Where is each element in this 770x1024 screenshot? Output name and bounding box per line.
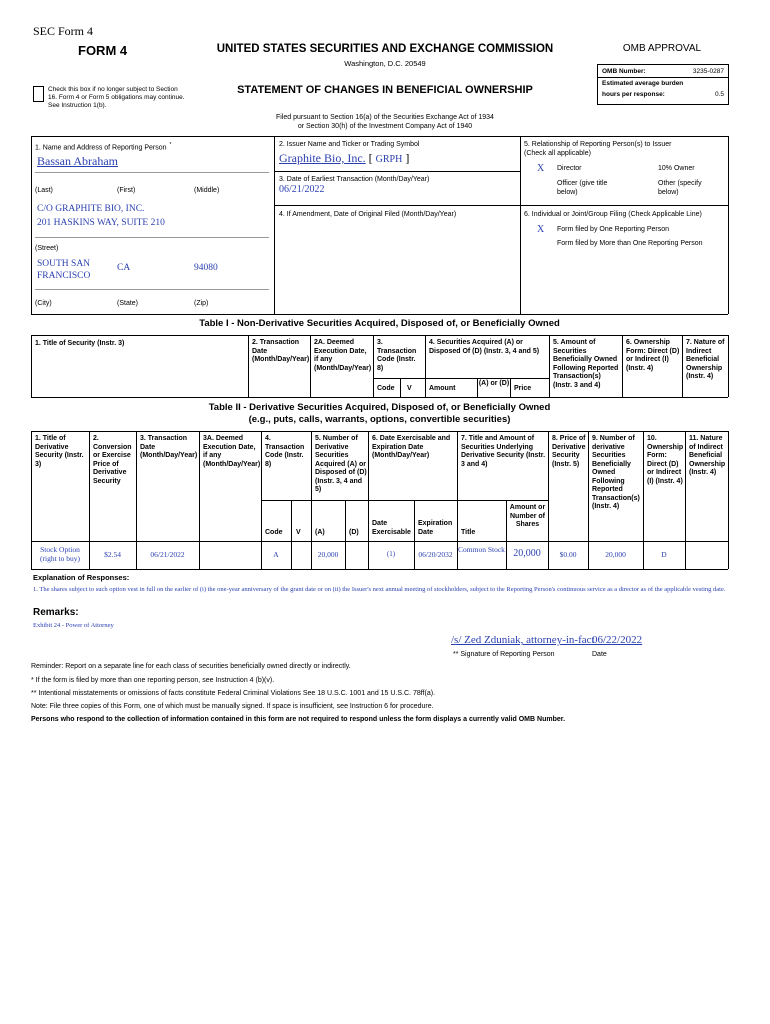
director-label: Director xyxy=(557,165,582,172)
t2-col-price: 2. Conversion or Exercise Price of Derivative Security xyxy=(93,435,132,485)
row-exercisable: (1) xyxy=(386,550,396,558)
t2-v: V xyxy=(296,529,301,536)
ten-percent-owner-label: 10% Owner xyxy=(658,165,695,172)
t1-code: Code xyxy=(377,385,395,392)
no-longer-subject-checkbox[interactable] xyxy=(33,86,44,102)
t1-price: Price xyxy=(514,385,532,392)
box2-label: 2. Issuer Name and Ticker or Trading Symbol xyxy=(279,141,420,148)
one-person-check[interactable]: X xyxy=(537,224,545,235)
t2-a: (A) xyxy=(315,529,325,536)
t1-col-code: 3. Transaction Code (Instr. 8) xyxy=(377,339,417,372)
t1-col-form: 6. Ownership Form: Direct (D) or Indirect (I) (Instr. 4) xyxy=(626,339,680,372)
issuer-line: Graphite Bio, Inc. [ GRPH ] xyxy=(279,151,410,165)
row-title: Common Stock xyxy=(458,545,505,554)
table1-title: Table I - Non-Derivative Securities Acquired, Disposed of, or Beneficially Owned xyxy=(199,318,560,329)
city-value: SOUTH SAN FRANCISCO xyxy=(37,259,91,281)
signature-label: ** Signature of Reporting Person xyxy=(453,651,555,658)
t1-col-date: 2. Transaction Date (Month/Day/Year) xyxy=(252,339,310,363)
t2-col-owned: 9. Number of derivative Securities Beneficially Owned Following Reported Transaction(s) (Instr. 4) xyxy=(592,435,640,510)
street-label: (Street) xyxy=(35,245,59,252)
t2-col-deriv-price: 8. Price of Derivative Security (Instr. 5) xyxy=(552,435,586,468)
t2-col-underlying: 7. Title and Amount of Securities Underlying Derivative Security (Instr. 3 and 4) xyxy=(461,435,546,468)
row-code: A xyxy=(273,550,279,559)
row-shares: 20,000 xyxy=(513,548,541,559)
row-expiration: 06/20/2032 xyxy=(418,550,453,559)
row-a: 20,000 xyxy=(317,550,339,559)
t2-col-number: 5. Number of Derivative Securities Acquired (A) or Disposed of (D) (Instr. 3, 4 and 5) xyxy=(315,435,367,493)
director-check[interactable]: X xyxy=(537,163,545,174)
box3-label: 3. Date of Earliest Transaction (Month/Day/Year) xyxy=(279,176,430,183)
t1-col-owned: 5. Amount of Securities Beneficially Owned Following Reported Transaction(s) (Instr. 3 and 4) xyxy=(553,339,619,389)
zip-label: (Zip) xyxy=(194,300,209,307)
explanation-label: Explanation of Responses: xyxy=(33,573,130,582)
t1-col-deemed: 2A. Deemed Execution Date, if any (Month/Day/Year) xyxy=(314,339,372,372)
remarks-text: Exhibit 24 - Power of Attorney xyxy=(33,622,114,629)
officer-label: Officer (give title below) xyxy=(557,180,608,196)
t1-a-or-d: (A) or (D) xyxy=(478,380,510,387)
box4-label: 4. If Amendment, Date of Original Filed (Month/Day/Year) xyxy=(279,211,457,218)
last-label: (Last) xyxy=(35,187,53,194)
t1-col-title: 1. Title of Security (Instr. 3) xyxy=(35,340,125,347)
row-exercise-price: $2.54 xyxy=(104,550,121,559)
explanation-text: 1. The shares subject to such option vest in full on the earlier of (i) the one-year anniversary of the grant date or on (ii) the Issuer's next annual meeting of stockholders, subject to the Reporting Person's continuous service as a director as of the applicable vesting date. xyxy=(33,586,726,593)
t1-col-acquired: 4. Securities Acquired (A) or Disposed Of (D) (Instr. 3, 4 and 5) xyxy=(429,339,540,355)
omb-box: OMB Number: 3235-0287 Estimated average burden hours per response: 0.5 xyxy=(597,64,729,105)
form-title: FORM 4 xyxy=(78,43,128,58)
location: Washington, D.C. 20549 xyxy=(344,59,426,68)
signature: /s/ Zed Zduniak, attorney-in-fact xyxy=(451,634,595,646)
t1-col-nature: 7. Nature of Indirect Beneficial Ownership (Instr. 4) xyxy=(686,339,725,380)
row-form: D xyxy=(661,550,667,559)
sec-form-label: SEC Form 4 xyxy=(33,24,94,38)
footer-misstatements: ** Intentional misstatements or omissions of facts constitute Federal Criminal Violations See 18 U.S.C. 1001 and 15 U.S.C. 78ff(a). xyxy=(31,690,435,697)
other-label: Other (specify below) xyxy=(658,180,702,196)
t2-expiration: Expiration Date xyxy=(418,520,453,536)
t2-date-exercisable: Date Exercisable xyxy=(372,520,411,536)
footer-multiple: * If the form is filed by more than one reporting person, see Instruction 4 (b)(v). xyxy=(31,677,275,684)
t2-code: Code xyxy=(265,529,283,536)
earliest-transaction-date: 06/21/2022 xyxy=(279,184,325,195)
filed-pursuant: Filed pursuant to Section 16(a) of the Securities Exchange Act of 1934 or Section 30(h) of the Investment Company Act of 1940 xyxy=(276,114,494,130)
box5-label: 5. Relationship of Reporting Person(s) to Issuer (Check all applicable) xyxy=(524,141,672,157)
date-label: Date xyxy=(592,651,607,658)
t2-col-date: 3. Transaction Date (Month/Day/Year) xyxy=(140,435,198,459)
t2-col-form: 10. Ownership Form: Direct (D) or Indirect (I) (Instr. 4) xyxy=(647,435,684,485)
statement-title: STATEMENT OF CHANGES IN BENEFICIAL OWNERSHIP xyxy=(237,84,533,96)
middle-label: (Middle) xyxy=(194,187,220,194)
row-date: 06/21/2022 xyxy=(150,550,185,559)
t2-amount-shares: Amount or Number of Shares xyxy=(509,504,546,528)
signature-date: 06/22/2022 xyxy=(592,634,643,646)
t2-col-title: 1. Title of Derivative Security (Instr. 3) xyxy=(35,435,84,468)
zip-value: 94080 xyxy=(194,263,218,273)
state-value: CA xyxy=(117,263,131,273)
commission-title: UNITED STATES SECURITIES AND EXCHANGE COMMISSION xyxy=(216,43,554,55)
box6-label: 6. Individual or Joint/Group Filing (Check Applicable Line) xyxy=(524,211,702,218)
footer-reminder: Reminder: Report on a separate line for each class of securities beneficially owned directly or indirectly. xyxy=(31,663,351,670)
t2-col-nature: 11. Nature of Indirect Beneficial Ownership (Instr. 4) xyxy=(689,435,726,476)
ticker: GRPH xyxy=(375,154,403,165)
t1-amount: Amount xyxy=(429,385,456,392)
row-owned: 20,000 xyxy=(605,550,626,559)
city-label: (City) xyxy=(35,300,52,307)
t2-col-dates: 6. Date Exercisable and Expiration Date (Month/Day/Year) xyxy=(372,435,451,459)
footer-omb: Persons who respond to the collection of information contained in this form are not required to respond unless the form displays a currently valid OMB Number. xyxy=(31,716,566,723)
footer-note: Note: File three copies of this Form, one of which must be manually signed. If space is insufficient, see Instruction 6 for procedure. xyxy=(31,703,434,710)
issuer-name[interactable]: Graphite Bio, Inc. xyxy=(279,151,366,165)
t2-title: Title xyxy=(461,529,476,536)
row-security: Stock Option (right to buy) xyxy=(40,545,80,563)
t2-col-deemed: 3A. Deemed Execution Date, if any (Month/Day/Year) xyxy=(203,435,261,468)
t2-d: (D) xyxy=(349,529,359,536)
first-label: (First) xyxy=(117,187,136,194)
one-person-label: Form filed by One Reporting Person xyxy=(557,226,670,233)
t2-col-code: 4. Transaction Code (Instr. 8) xyxy=(265,435,305,468)
address: C/O GRAPHITE BIO, INC. 201 HASKINS WAY, SUITE 210 xyxy=(37,204,165,228)
omb-title: OMB APPROVAL xyxy=(622,43,702,54)
remarks-label: Remarks: xyxy=(33,607,79,618)
reporting-person-name[interactable]: Bassan Abraham xyxy=(37,154,118,168)
table2-title: Table II - Derivative Securities Acquired, Disposed of, or Beneficially Owned (e.g., puts, calls, warrants, options, convertible securities) xyxy=(208,402,551,425)
checkbox-text: Check this box if no longer subject to Section 16. Form 4 or Form 5 obligations may continue. See Instruction 1(b). xyxy=(48,86,185,109)
row-deriv-price: $0.00 xyxy=(559,550,577,559)
box1-label: 1. Name and Address of Reporting Person * xyxy=(35,142,172,152)
t1-v: V xyxy=(407,385,412,392)
more-persons-label: Form filed by More than One Reporting Person xyxy=(557,240,703,247)
state-label: (State) xyxy=(117,300,139,307)
